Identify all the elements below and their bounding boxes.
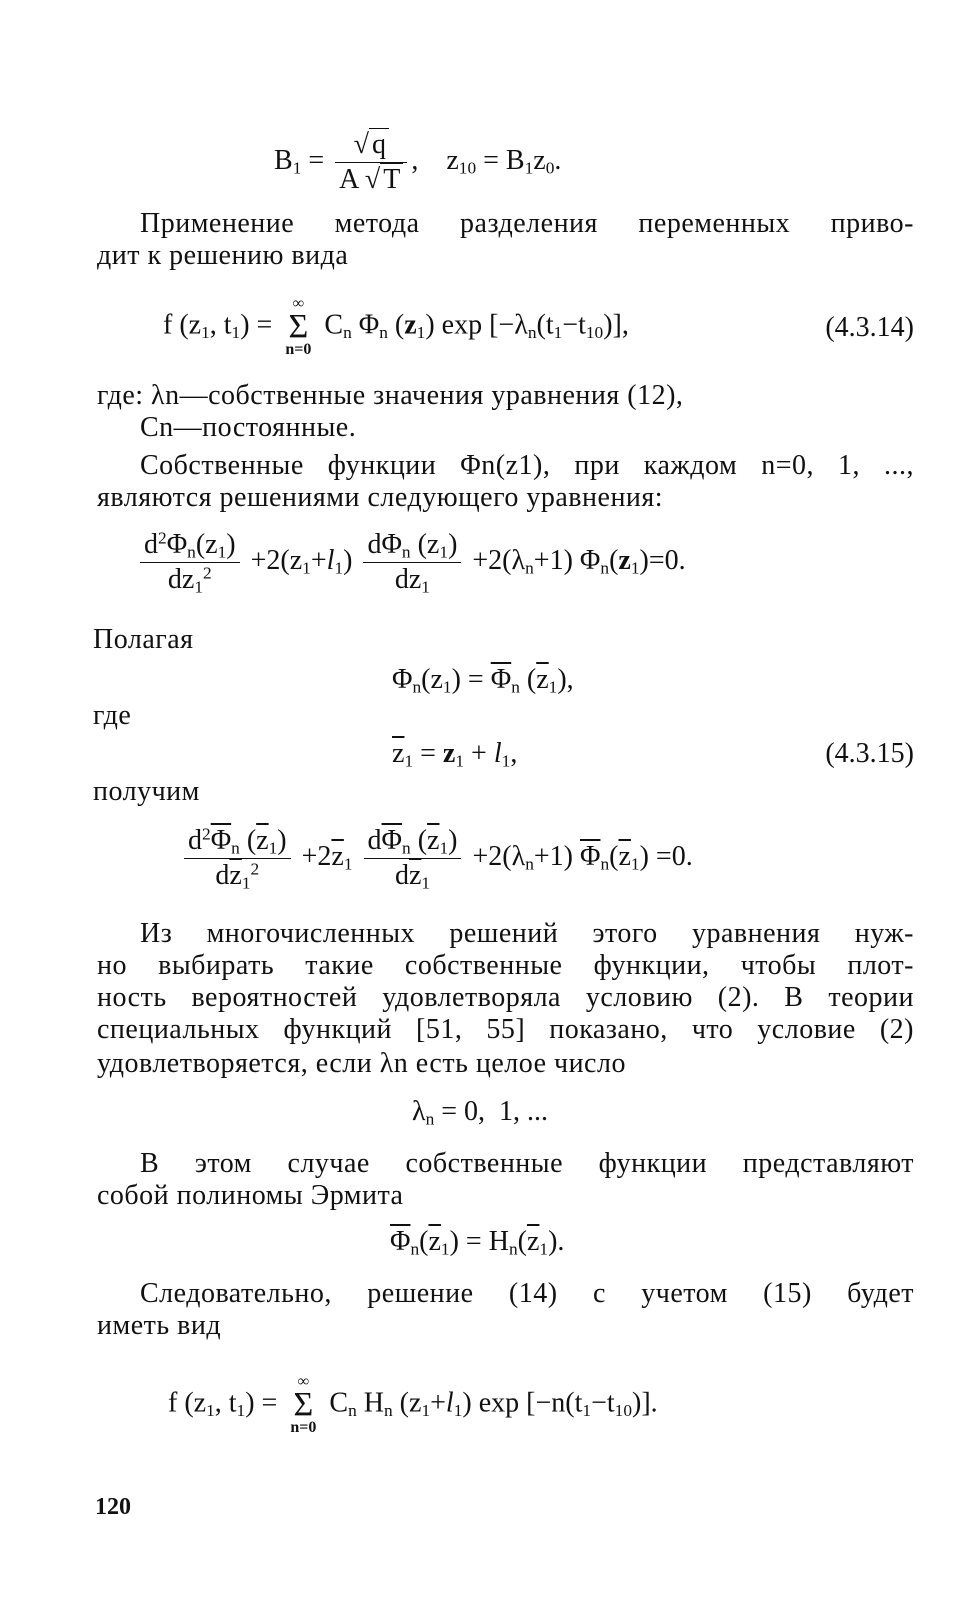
where-line-2: Cn—постоянные.	[140, 412, 357, 443]
equation-4-3-14: f ($z_1$, $t_1$) = ∞ Σ n=0 $C_n$ $\Phi_n$ $(z_1)$ $\exp [-\lambda_n(t_1-t_{10})]$,	[163, 295, 629, 358]
gde-label: где	[93, 700, 132, 731]
paragraph-3-line-2: но выбирать такие собственные функции, чтобы плот-	[97, 950, 914, 981]
paragraph-4-line-1: В этом случае собственные функции представляют	[140, 1148, 914, 1179]
paragraph-2-line-1: Собственные функции Φn(z1), при каждом n=0, 1, ...,	[140, 450, 914, 481]
where-line-1: где: λn—собственные значения уравнения (12),	[97, 380, 684, 411]
polagaya-label: Полагая	[93, 624, 194, 655]
equation-b1: $B_1$ = $\frac{√ q}{A √ T}$ , $z_{10} = B_1z_0$.	[274, 129, 562, 195]
equation-number-4-3-15: (4.3.15)	[825, 738, 914, 769]
page-number: 120	[95, 1494, 131, 1520]
paragraph-2-line-2: являются решениями следующего уравнения:	[97, 482, 664, 513]
paragraph-5-line-2: иметь вид	[97, 1310, 222, 1341]
paragraph-1-line-1: Применение метода разделения переменных приво-	[140, 208, 914, 239]
poluchim-label: получим	[93, 776, 200, 807]
paragraph-1-line-2: дит к решению вида	[97, 240, 349, 271]
paragraph-3-line-3: ность вероятностей удовлетворяла условию (2). В теории	[97, 982, 914, 1013]
paragraph-3-line-5: удовлетворяется, если λn есть целое число	[97, 1048, 626, 1079]
paragraph-5-line-1: Следовательно, решение (14) с учетом (15) будет	[140, 1278, 914, 1309]
equation-final-solution: f ($z_1$, $t_1$) = ∞ Σ n=0 $C_n$ $H_n$ $(z_1+l_1)$ $\exp [-n(t_1-t_{10})]$.	[168, 1373, 658, 1436]
equation-lambda-values: $\lambda_n = 0$, 1, ...	[412, 1096, 549, 1129]
equation-differential-transformed: $\frac{d^2\overline{\Phi}_n (\overline{z}_1)}{d\overline{z}_1^2}$ $+2\overline{z}_1$ $\frac{d\overline{\Phi}_n (\overline{z}_1)}{d\overline{z}_1}$ $+2(\lambda_n+1)$ $\overline{\Phi}_n(\overline{z}_1) =0$.	[180, 824, 693, 893]
equation-number-4-3-14: (4.3.14)	[825, 312, 914, 343]
equation-hermite: $\overline{\Phi}_n(\overline{z}_1) = H_n(\overline{z}_1)$.	[390, 1226, 565, 1259]
equation-substitution: $\Phi_n(z_1) = \overline{\Phi}_n$ $(\overline{z}_1)$,	[392, 664, 574, 697]
paragraph-4-line-2: собой полиномы Эрмита	[97, 1180, 404, 1211]
paragraph-3-line-4: специальных функций [51, 55] показано, что условие (2)	[97, 1014, 914, 1045]
equation-4-3-15: $\overline{z}_1 = z_1 + l_1$,	[392, 738, 518, 771]
equation-differential: $\frac{d^2\Phi_n(z_1)}{dz_1^2}$ $+2(z_1+l_1)$ $\frac{d\Phi_n (z_1)}{dz_1}$ $+2(\lambda_n+1)$ $\Phi_n(z_1)=0$.	[136, 528, 686, 597]
paragraph-3-line-1: Из многочисленных решений этого уравнения нуж-	[140, 918, 914, 949]
